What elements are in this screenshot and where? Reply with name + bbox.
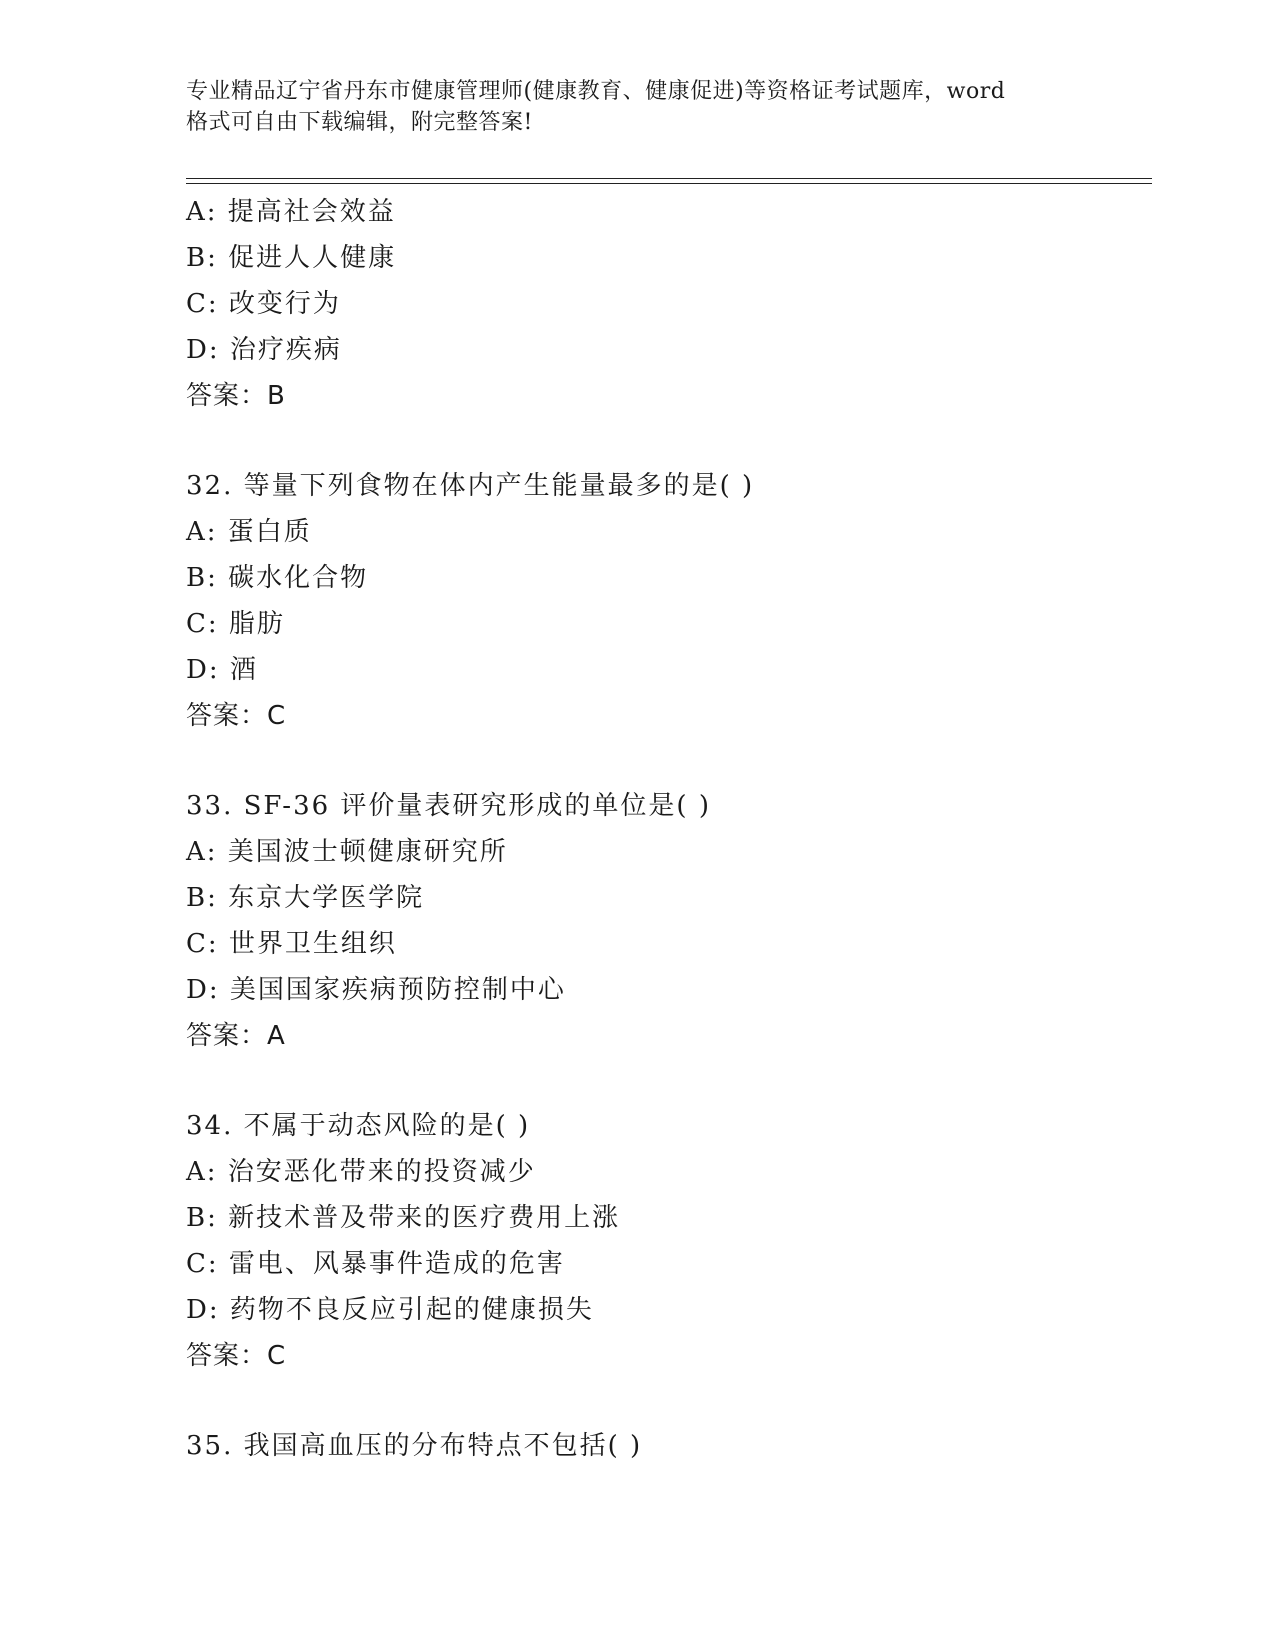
option-d: D: 酒 [186, 655, 258, 685]
spacer [186, 739, 1146, 783]
answer-line: 答案：C [186, 701, 287, 731]
question-text: 32. 等量下列食物在体内产生能量最多的是( ) [186, 471, 755, 501]
answer-line: 答案：B [186, 381, 286, 411]
option-a: A: 蛋白质 [186, 517, 312, 547]
question-block-34 [186, 1103, 1146, 1379]
spacer [186, 1379, 1146, 1423]
option-b: B: 碳水化合物 [186, 563, 369, 593]
header-line-1: 专业精品辽宁省丹东市健康管理师(健康教育、健康促进)等资格证考试题库，word [186, 79, 1006, 104]
spacer [186, 1059, 1146, 1103]
option-d: D: 美国国家疾病预防控制中心 [186, 975, 566, 1005]
document-header [186, 76, 1086, 138]
question-list [186, 189, 1146, 1469]
question-text: 33. SF-36 评价量表研究形成的单位是( ) [186, 791, 711, 821]
option-c: C: 世界卫生组织 [186, 929, 397, 959]
header-divider-top [186, 178, 1152, 179]
header-divider-bottom [186, 183, 1152, 184]
option-c: C: 脂肪 [186, 609, 285, 639]
question-block-35 [186, 1423, 1146, 1469]
option-c: C: 改变行为 [186, 289, 341, 319]
option-d: D: 治疗疾病 [186, 335, 342, 365]
spacer [186, 419, 1146, 463]
question-text: 34. 不属于动态风险的是( ) [186, 1111, 531, 1141]
option-a: A: 治安恶化带来的投资减少 [186, 1157, 536, 1187]
option-a: A: 美国波士顿健康研究所 [186, 837, 508, 867]
answer-line: 答案：A [186, 1021, 286, 1051]
question-block-31 [186, 189, 1146, 419]
option-c: C: 雷电、风暴事件造成的危害 [186, 1249, 565, 1279]
header-line-2: 格式可自由下载编辑，附完整答案! [186, 110, 533, 135]
answer-line: 答案：C [186, 1341, 287, 1371]
option-a: A: 提高社会效益 [186, 197, 396, 227]
option-d: D: 药物不良反应引起的健康损失 [186, 1295, 594, 1325]
option-b: B: 促进人人健康 [186, 243, 397, 273]
option-b: B: 东京大学医学院 [186, 883, 425, 913]
question-block-32 [186, 463, 1146, 739]
question-block-33 [186, 783, 1146, 1059]
question-text: 35. 我国高血压的分布特点不包括( ) [186, 1431, 643, 1461]
option-b: B: 新技术普及带来的医疗费用上涨 [186, 1203, 621, 1233]
